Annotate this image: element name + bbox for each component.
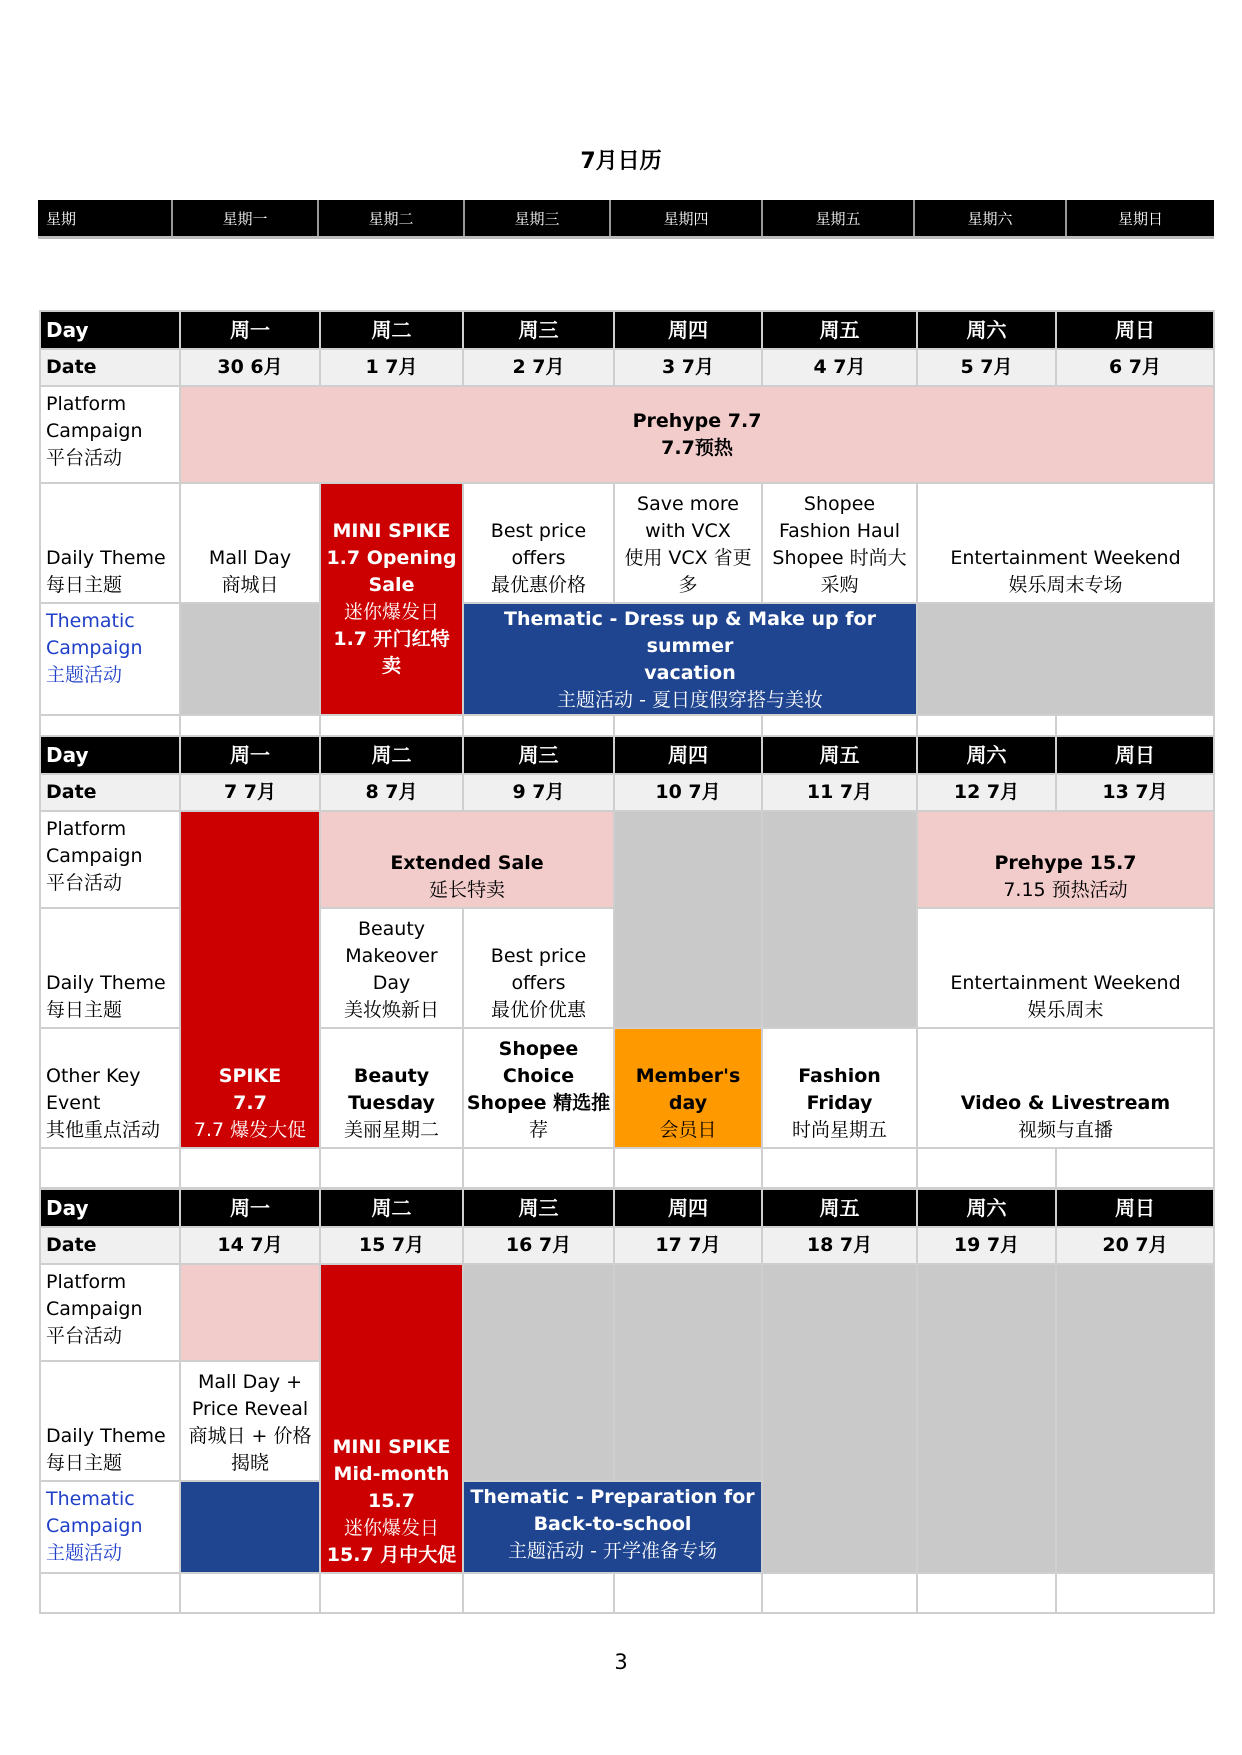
- daily-theme-row: [40, 483, 1214, 603]
- date-row: [40, 349, 1214, 386]
- date-row: [40, 1227, 1214, 1264]
- day-mon: 周一: [180, 311, 320, 349]
- day-fri: 周五: [762, 311, 917, 349]
- day-sat: 周六: [917, 311, 1056, 349]
- beauty-tuesday-event: Beauty Tuesday 美丽星期二: [320, 1028, 463, 1148]
- week-2-table: [39, 735, 1215, 1189]
- date-cell: 5 7月: [917, 349, 1056, 386]
- daily-theme-label: Daily Theme 每日主题: [40, 1361, 180, 1481]
- day-sun: 周日: [1056, 1189, 1214, 1227]
- empty-navy-cell: [180, 1481, 320, 1573]
- day-tue: 周二: [320, 736, 463, 774]
- day-sat: 周六: [917, 1189, 1056, 1227]
- day-sat: 周六: [917, 736, 1056, 774]
- thematic-back-to-school-event: Thematic - Preparation for Back-to-school 主题活动 - 开学准备专场: [463, 1481, 762, 1573]
- platform-row: [40, 386, 1214, 483]
- date-cell: 12 7月: [917, 774, 1056, 811]
- day-wed: 周三: [463, 1189, 614, 1227]
- weekbar-sat: 星期六: [915, 200, 1067, 236]
- day-label: Day: [40, 736, 180, 774]
- day-row: [40, 736, 1214, 774]
- date-cell: 16 7月: [463, 1227, 614, 1264]
- page-title: 7月日历: [580, 149, 662, 174]
- weekbar-label: 星期: [38, 200, 173, 236]
- day-tue: 周二: [320, 311, 463, 349]
- date-cell: 13 7月: [1056, 774, 1214, 811]
- day-sun: 周日: [1056, 736, 1214, 774]
- page-number: 3: [614, 1650, 628, 1674]
- empty-grey-cell: [762, 811, 917, 1028]
- day-sun: 周日: [1056, 311, 1214, 349]
- day-mon: 周一: [180, 1189, 320, 1227]
- date-cell: 20 7月: [1056, 1227, 1214, 1264]
- date-cell: 9 7月: [463, 774, 614, 811]
- thematic-label: Thematic Campaign 主题活动: [40, 1481, 180, 1573]
- shopee-choice-event: Shopee Choice Shopee 精选推 荐: [463, 1028, 614, 1148]
- date-cell: 6 7月: [1056, 349, 1214, 386]
- empty-grey-cell: [762, 1264, 917, 1573]
- mall-day-price-reveal-event: Mall Day + Price Reveal 商城日 + 价格 揭晓: [180, 1361, 320, 1481]
- thematic-row: [40, 603, 1214, 715]
- date-cell: 17 7月: [614, 1227, 762, 1264]
- empty-grey-cell: [917, 603, 1214, 715]
- members-day-event: Member's day 会员日: [614, 1028, 762, 1148]
- date-cell: 7 7月: [180, 774, 320, 811]
- thematic-label: Thematic Campaign 主题活动: [40, 603, 180, 715]
- date-cell: 11 7月: [762, 774, 917, 811]
- best-price-event: Best price offers 最优价优惠: [463, 908, 614, 1028]
- video-livestream-event: Video & Livestream 视频与直播: [917, 1028, 1214, 1148]
- week-3-table: [39, 1188, 1215, 1614]
- other-event-label: Other Key Event 其他重点活动: [40, 1028, 180, 1148]
- entertainment-weekend-event: Entertainment Weekend 娱乐周末: [917, 908, 1214, 1028]
- date-cell: 14 7月: [180, 1227, 320, 1264]
- day-row: [40, 1189, 1214, 1227]
- date-cell: 15 7月: [320, 1227, 463, 1264]
- weekbar-thu: 星期四: [611, 200, 763, 236]
- date-label: Date: [40, 1227, 180, 1264]
- extended-sale-event: Extended Sale 延长特卖: [320, 811, 614, 908]
- date-label: Date: [40, 774, 180, 811]
- prehype-15-7-event: Prehype 15.7 7.15 预热活动: [917, 811, 1214, 908]
- weekbar-mon: 星期一: [173, 200, 319, 236]
- weekbar-sun: 星期日: [1117, 209, 1163, 228]
- date-cell: 3 7月: [614, 349, 762, 386]
- day-fri: 周五: [762, 1189, 917, 1227]
- spacer-row: [40, 1573, 1214, 1613]
- day-tue: 周二: [320, 1189, 463, 1227]
- day-fri: 周五: [762, 736, 917, 774]
- day-thu: 周四: [614, 1189, 762, 1227]
- platform-label: Platform Campaign 平台活动: [40, 386, 180, 483]
- daily-theme-label: Daily Theme 每日主题: [40, 483, 180, 603]
- spacer-row: [40, 1148, 1214, 1188]
- date-label: Date: [40, 349, 180, 386]
- mini-spike-15-7-event: MINI SPIKE Mid-month 15.7 迷你爆发日 15.7 月中大促: [320, 1264, 463, 1573]
- best-price-event: Best price offers 最优惠价格: [463, 483, 614, 603]
- date-cell: 8 7月: [320, 774, 463, 811]
- weekbar-tue: 星期二: [319, 200, 465, 236]
- spike-7-7-event: SPIKE 7.7 7.7 爆发大促: [180, 811, 320, 1148]
- fashion-friday-event: Fashion Friday 时尚星期五: [762, 1028, 917, 1148]
- platform-label: Platform Campaign 平台活动: [40, 811, 180, 908]
- empty-grey-cell: [614, 811, 762, 1028]
- empty-grey-cell: [614, 1264, 762, 1481]
- empty-grey-cell: [180, 603, 320, 715]
- platform-label: Platform Campaign 平台活动: [40, 1264, 180, 1361]
- week-1-table: [39, 310, 1215, 756]
- empty-grey-cell: [917, 1264, 1056, 1573]
- date-row: [40, 774, 1214, 811]
- date-cell: 19 7月: [917, 1227, 1056, 1264]
- empty-grey-cell: [1056, 1264, 1214, 1573]
- day-thu: 周四: [614, 736, 762, 774]
- prehype-7-7-event: Prehype 7.7 7.7预热: [180, 386, 1214, 483]
- day-wed: 周三: [463, 736, 614, 774]
- date-cell: 30 6月: [180, 349, 320, 386]
- date-cell: 18 7月: [762, 1227, 917, 1264]
- day-row: [40, 311, 1214, 349]
- beauty-makeover-event: Beauty Makeover Day 美妆焕新日: [320, 908, 463, 1028]
- weekday-header-bar: [38, 200, 1214, 239]
- platform-row: [40, 1264, 1214, 1361]
- date-cell: 1 7月: [320, 349, 463, 386]
- date-cell: 2 7月: [463, 349, 614, 386]
- fashion-haul-event: Shopee Fashion Haul Shopee 时尚大 采购: [762, 483, 917, 603]
- daily-theme-label: Daily Theme 每日主题: [40, 908, 180, 1028]
- day-label: Day: [40, 311, 180, 349]
- weekbar-fri: 星期五: [763, 200, 915, 236]
- date-cell: 4 7月: [762, 349, 917, 386]
- mini-spike-1-7-event: MINI SPIKE 1.7 Opening Sale 迷你爆发日 1.7 开门红特 卖: [320, 483, 463, 715]
- date-cell: 10 7月: [614, 774, 762, 811]
- empty-pink-cell: [180, 1264, 320, 1361]
- day-wed: 周三: [463, 311, 614, 349]
- empty-grey-cell: [463, 1264, 614, 1481]
- day-thu: 周四: [614, 311, 762, 349]
- day-label: Day: [40, 1189, 180, 1227]
- thematic-summer-event: Thematic - Dress up & Make up for summer vacation 主题活动 - 夏日度假穿搭与美妆: [463, 603, 917, 715]
- platform-row: [40, 811, 1214, 908]
- day-mon: 周一: [180, 736, 320, 774]
- weekbar-wed: 星期三: [465, 200, 611, 236]
- entertainment-weekend-event: Entertainment Weekend 娱乐周末专场: [917, 483, 1214, 603]
- mall-day-event: Mall Day 商城日: [180, 483, 320, 603]
- save-more-vcx-event: Save more with VCX 使用 VCX 省更 多: [614, 483, 762, 603]
